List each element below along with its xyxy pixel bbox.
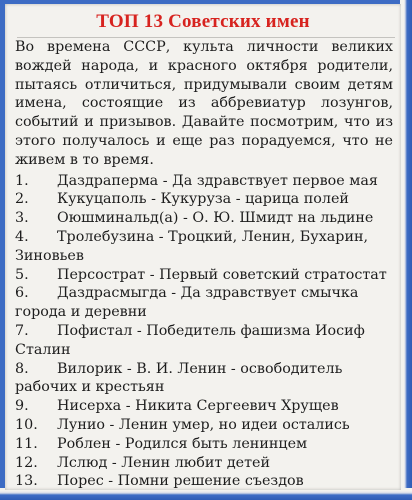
list-item [15,190,393,209]
item-text: Порес - Помни решение съездов [57,473,304,490]
list-item [15,322,393,360]
list-item [15,454,393,473]
paper-clipping [5,4,401,490]
item-number: 13. [15,473,38,490]
list-item [15,228,393,266]
item-text: Пофистал - Победитель фашизма Иосиф Сталин [15,322,365,358]
item-text: Даздраперма - Да здравствует первое мая [57,172,378,189]
item-number: 2. [15,191,29,208]
item-number: 8. [15,360,29,377]
torn-edge-right [400,0,412,500]
item-text: Даздрасмыгда - Да здравствует смычка города и деревни [15,285,359,321]
article-body [15,38,393,491]
list-item [15,172,393,191]
item-number: 11. [15,435,38,452]
item-number: 12. [15,454,38,471]
item-number: 10. [15,416,38,433]
item-number: 3. [15,210,29,227]
list-item [15,360,393,398]
names-list [15,172,393,492]
item-text: Роблен - Родился быть ленинцем [57,435,308,452]
list-item [15,416,393,435]
item-number: 4. [15,228,29,245]
item-number: 1. [15,172,29,189]
item-number: 9. [15,398,29,415]
list-item [15,435,393,454]
article-title: ТОП 13 Советских имен [96,11,310,32]
item-number: 5. [15,266,29,283]
list-item [15,284,393,322]
item-number: 7. [15,322,29,339]
item-text: Нисерха - Никита Сергеевич Хрущев [57,398,339,415]
list-item [15,472,393,491]
item-number: 6. [15,285,29,302]
item-text: Лслюд - Ленин любит детей [57,454,270,471]
item-text: Тролебузина - Троцкий, Ленин, Бухарин, Зиновьев [15,228,369,264]
list-item [15,266,393,285]
item-text: Персострат - Первый советский стратостат [57,266,387,283]
item-text: Вилорик - В. И. Ленин - освободитель рабочих и крестьян [15,360,343,396]
item-text: Кукуцаполь - Кукуруза - царица полей [57,191,349,208]
intro-paragraph: Во времена СССР, культа личности великих вождей народа, и красного октября родители, пытаясь отличиться, придумывали своим детям имена, состоящие из аббревиатур лозунгов, событий и призывов. Давайте посмотрим, что из этого получалось и еще раз порадуемся, что не живем в то время. [15,39,393,168]
list-item [15,397,393,416]
list-item [15,209,393,228]
item-text: Лунио - Ленин умер, но идеи остались [57,416,350,433]
item-text: Оюшминальд(а) - О. Ю. Шмидт на льдине [57,210,374,227]
